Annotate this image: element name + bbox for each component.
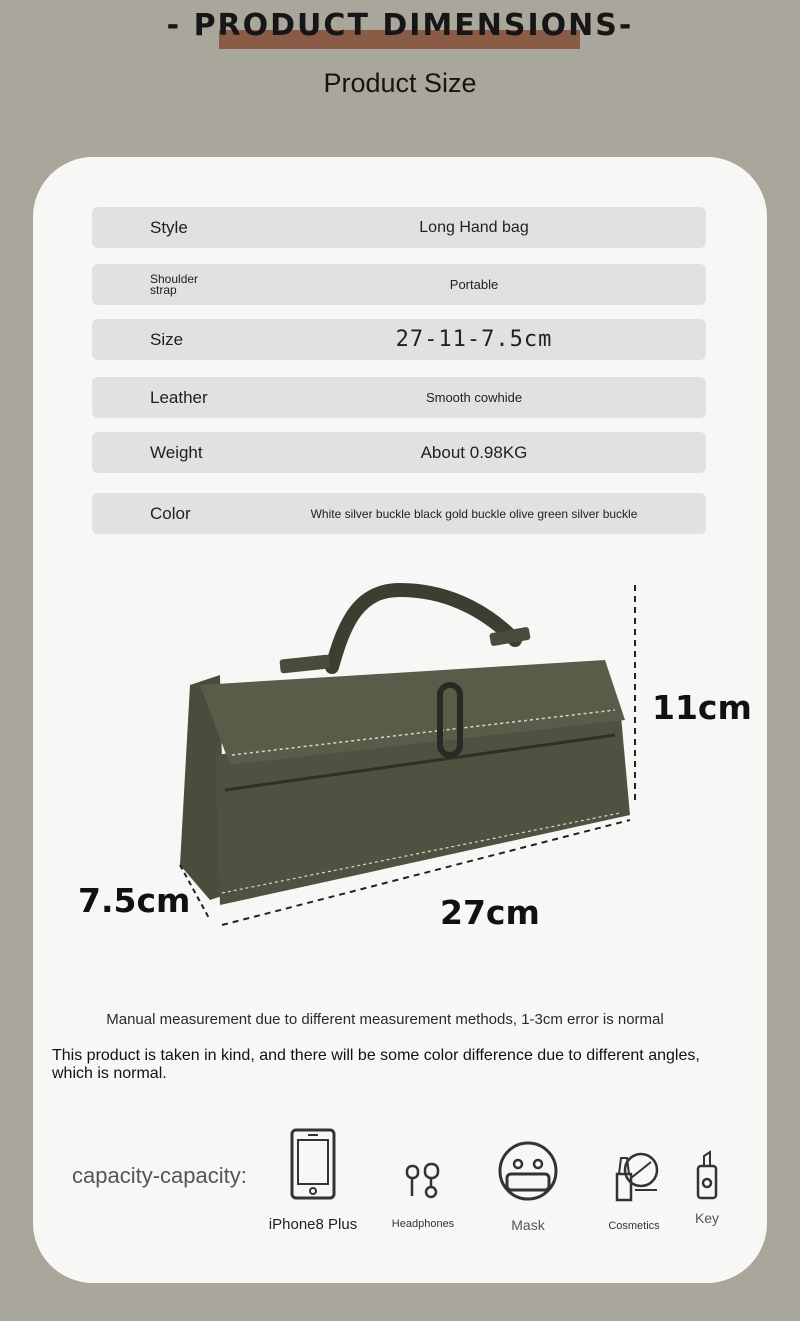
cosmetics-icon [607,1150,661,1204]
capacity-item-label: Key [694,1210,720,1226]
spec-value: Long Hand bag [419,218,529,236]
capacity-item-cosmetics [598,1150,670,1232]
color-note: This product is taken in kind, and there will be some color difference due to different angles, which is normal. [52,1047,700,1082]
spec-key: Leather [150,387,208,407]
spec-key: Weight [150,442,203,462]
length-label: 27cm [440,893,540,932]
spec-row-shoulder-strap [92,264,706,305]
measurement-note: Manual measurement due to different measurement methods, 1-3cm error is normal [106,1011,664,1028]
spec-row-size [92,319,706,360]
spec-value: Portable [449,277,499,292]
spec-value: Smooth cowhide [425,390,523,405]
spec-value: White silver buckle black gold buckle olive green silver buckle [310,506,638,521]
key-icon [694,1148,720,1202]
depth-label: 7.5cm [78,881,191,920]
spec-value: About 0.98KG [420,442,528,462]
spec-key: Color [150,503,191,523]
section-heading [0,6,800,46]
page-title: - PRODUCT DIMENSIONS- [166,8,634,43]
capacity-item-label: Headphones [391,1218,455,1230]
spec-key: Size [150,329,184,349]
spec-row-weight [92,432,706,473]
spec-row-color [92,493,706,534]
capacity-item-phone [258,1128,368,1233]
headphones-icon [403,1160,443,1200]
mask-icon [497,1140,559,1202]
spec-key: Shoulder strap [150,271,199,297]
spec-value: 27-11-7.5cm [395,327,553,352]
phone-icon [290,1128,336,1200]
handle-tab-left [279,654,330,673]
capacity-item-label: Cosmetics [608,1220,660,1232]
height-label: 11cm [652,688,752,727]
capacity-label: capacity-capacity: [72,1163,247,1188]
spec-key: Style [150,217,188,237]
capacity-item-mask [492,1140,564,1233]
capacity-item-label: iPhone8 Plus [268,1216,358,1233]
spec-row-style [92,207,706,248]
capacity-item-headphones [380,1160,466,1230]
page-subtitle: Product Size [323,68,477,98]
bag-handle [332,590,515,667]
capacity-item-label: Mask [511,1217,545,1233]
capacity-item-key [688,1148,726,1226]
spec-row-leather [92,377,706,418]
